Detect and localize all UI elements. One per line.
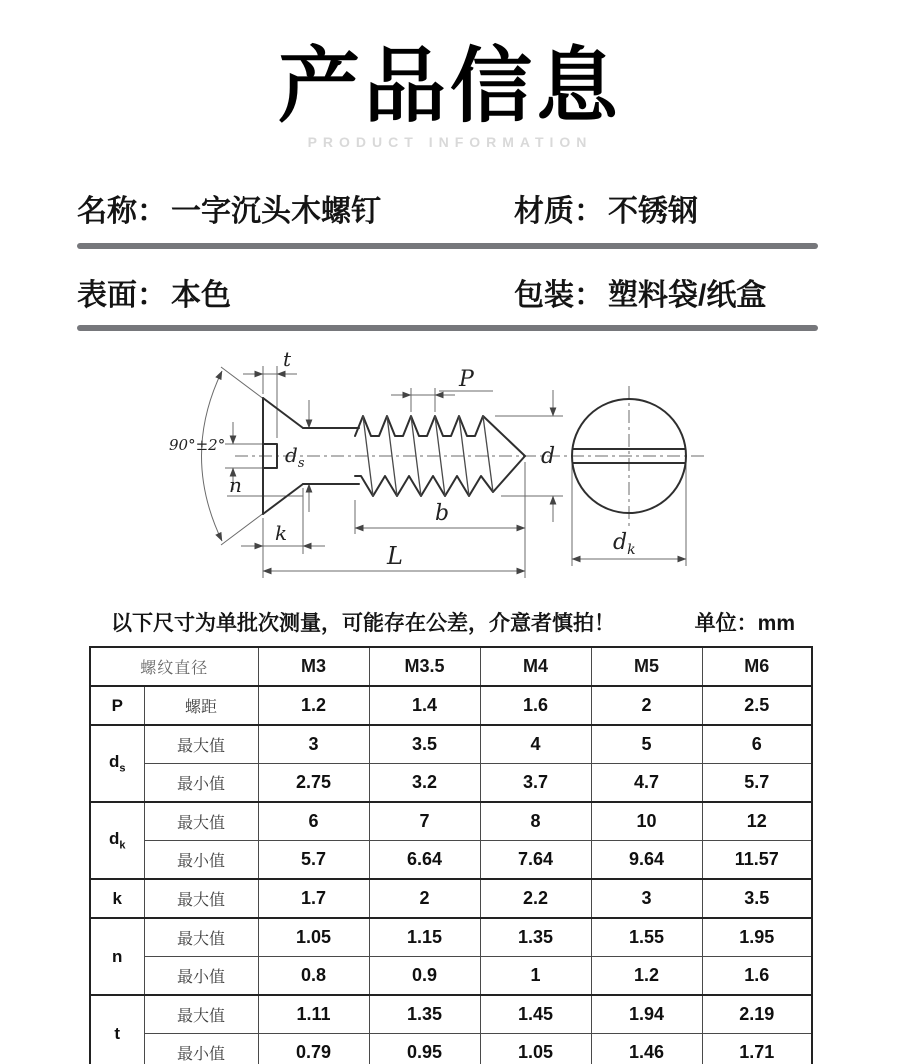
dim-label-P: P [459,367,474,392]
cell-value: 5 [591,725,702,764]
table-row [90,995,812,1034]
row-desc: 最大值 [144,725,258,764]
cell-value: 1.6 [480,686,591,725]
cell-value: 1.4 [369,686,480,725]
row-desc: 最大值 [144,879,258,918]
cell-value: 2 [591,686,702,725]
cell-value: 3.7 [480,764,591,803]
dimension-table [89,646,813,1064]
cell-value: 1.35 [480,918,591,957]
spec-packaging-label: 包装： [514,279,604,312]
cell-value: 4 [480,725,591,764]
row-symbol: t [90,995,144,1064]
cell-value: 7.64 [480,841,591,880]
screw-technical-drawing [163,342,725,614]
cell-value: 1.71 [702,1034,812,1064]
row-desc: 最大值 [144,918,258,957]
cell-value: 0.8 [258,957,369,996]
col-header-m5: M5 [591,647,702,686]
cell-value: 1.55 [591,918,702,957]
cell-value: 0.79 [258,1034,369,1064]
cell-value: 6.64 [369,841,480,880]
spec-surface [77,270,231,314]
page-subtitle: PRODUCT INFORMATION [307,134,593,150]
spec-table-body [90,647,812,1064]
cell-value: 1.11 [258,995,369,1034]
cell-value: 0.95 [369,1034,480,1064]
table-row [90,686,812,725]
cell-value: 2.75 [258,764,369,803]
cell-value: 2.5 [702,686,812,725]
row-symbol: P [90,686,144,725]
cell-value: 1.05 [480,1034,591,1064]
note-unit: 单位：mm [694,612,795,635]
dim-label-k: k [275,521,288,545]
row-symbol: n [90,918,144,995]
row-symbol: $d_k$ [90,802,144,879]
spec-row-1 [0,186,900,228]
table-row [90,918,812,957]
col-header-m3: M3 [258,647,369,686]
cell-value: 12 [702,802,812,841]
dim-label-n: n [229,473,242,497]
cell-value: 1.7 [258,879,369,918]
cell-value: 2 [369,879,480,918]
screw-diagram-svg [163,342,725,614]
spec-name-label: 名称： [77,195,167,228]
table-row [90,725,812,764]
cell-value: 1.05 [258,918,369,957]
table-row [90,957,812,996]
cell-value: 2.19 [702,995,812,1034]
dim-label-dk: $d_k$ [613,530,636,558]
cell-value: 9.64 [591,841,702,880]
cell-value: 5.7 [702,764,812,803]
cell-value: 2.2 [480,879,591,918]
dim-label-angle: 90°±2° [169,436,226,454]
spec-material-label: 材质： [514,195,604,228]
dim-label-t: t [283,347,292,371]
spec-surface-label: 表面： [77,279,167,312]
col-header-m6: M6 [702,647,812,686]
cell-value: 1.94 [591,995,702,1034]
row-desc: 最大值 [144,995,258,1034]
cell-value: 5.7 [258,841,369,880]
cell-value: 1.6 [702,957,812,996]
divider-bar [77,325,818,331]
row-symbol: $d_s$ [90,725,144,802]
table-row [90,841,812,880]
spec-material-value: 不锈钢 [608,195,698,228]
table-row [90,879,812,918]
row-desc: 螺距 [144,686,258,725]
cell-value: 1.2 [591,957,702,996]
cell-value: 4.7 [591,764,702,803]
spec-surface-value: 本色 [171,279,231,312]
spec-packaging-value: 塑料袋/纸盒 [608,279,767,312]
cell-value: 1.46 [591,1034,702,1064]
table-row [90,802,812,841]
table-row [90,764,812,803]
cell-value: 3 [258,725,369,764]
cell-value: 1 [480,957,591,996]
dim-label-ds: $d_s$ [285,443,305,471]
cell-value: 1.95 [702,918,812,957]
col-header-m4: M4 [480,647,591,686]
dim-label-d: d [541,444,556,469]
cell-value: 1.45 [480,995,591,1034]
cell-value: 1.35 [369,995,480,1034]
cell-value: 0.9 [369,957,480,996]
row-symbol: k [90,879,144,918]
cell-value: 8 [480,802,591,841]
spec-name-value: 一字沉头木螺钉 [171,195,381,228]
cell-value: 6 [702,725,812,764]
measurement-note [89,607,811,637]
cell-value: 3.2 [369,764,480,803]
cell-value: 3.5 [369,725,480,764]
spec-packaging [514,270,766,314]
note-text: 以下尺寸为单批次测量，可能存在公差，介意者慎拍！ [111,612,615,635]
col-header-m3_5: M3.5 [369,647,480,686]
row-desc: 最大值 [144,802,258,841]
row-desc: 最小值 [144,764,258,803]
cell-value: 10 [591,802,702,841]
cell-value: 3 [591,879,702,918]
cell-value: 6 [258,802,369,841]
corner-header: 螺纹直径 [90,647,258,686]
dim-label-b: b [435,501,450,526]
row-desc: 最小值 [144,1034,258,1064]
page-title: 产品信息 [277,41,622,132]
row-desc: 最小值 [144,841,258,880]
cell-value: 7 [369,802,480,841]
cell-value: 11.57 [702,841,812,880]
table-row [90,1034,812,1064]
spec-row-2 [0,270,900,312]
row-desc: 最小值 [144,957,258,996]
cell-value: 1.2 [258,686,369,725]
spec-material [514,186,698,230]
spec-name [77,186,381,230]
cell-value: 1.15 [369,918,480,957]
dim-label-L: L [387,542,403,570]
table-header-row [90,647,812,686]
cell-value: 3.5 [702,879,812,918]
divider-bar [77,243,818,249]
